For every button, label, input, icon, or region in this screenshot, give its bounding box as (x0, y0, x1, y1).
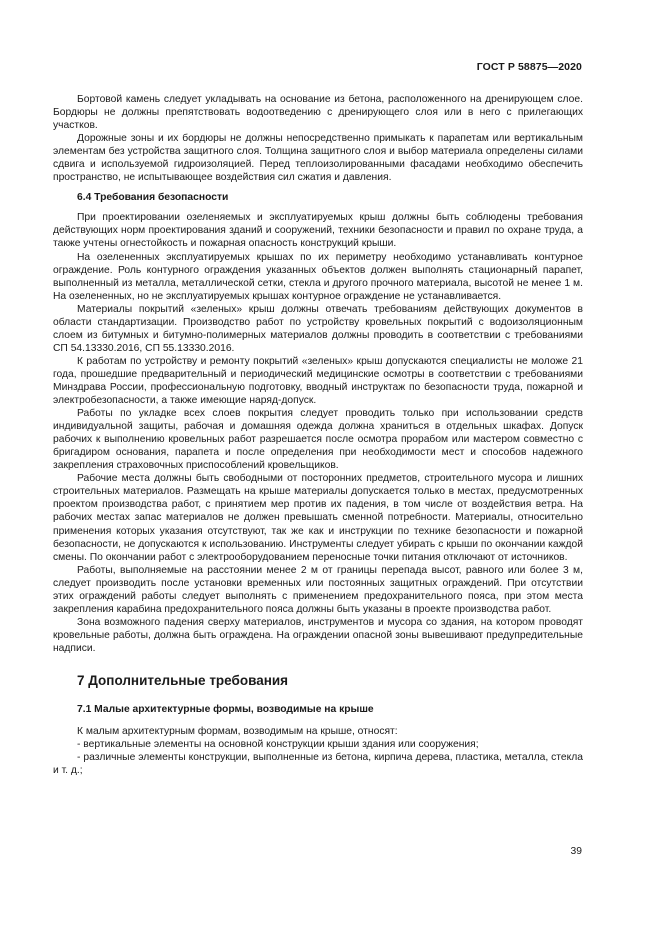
standard-code-header: ГОСТ Р 58875—2020 (476, 61, 582, 73)
paragraph: Бортовой камень следует укладывать на основание из бетона, расположенного на дренирующем слое. Бордюры не должны препятствовать водоотведению с дренирующего слоя или в него с прилегающих участков. (53, 94, 583, 132)
paragraph: Материалы покрытий «зеленых» крыш должны отвечать требованиям действующих документов в области стандартизации. Производство работ по устройству кровельных покрытий с водоизоляционным слоем из битумных и битумно-полимерных материалов должны проводить в соответствии с требованиями СП 54.13330.2016, СП 55.13330.2016. (53, 303, 583, 354)
paragraph: Дорожные зоны и их бордюры не должны непосредственно примыкать к парапетам или вертикальным элементам без устройства защитного слоя. Толщина защитного слоя и выбор материала определены силами сдвига и используемой гидроизоляцией. Перед теплоизолированными фасадами необходимо обеспечить пространство, не испытывающее воздействия сил сжатия и давления. (53, 133, 583, 184)
paragraph: К работам по устройству и ремонту покрытий «зеленых» крыш допускаются специалисты не моложе 21 года, прошедшие предварительный и периодический медицинские осмотры в соответствии с требованиями Минздрава России, профессиональную подготовку, вводный инструктаж по безопасности труда, пожарной и электробезопасности, а также имеющие наряд-допуск. (53, 355, 583, 407)
chapter-heading-7: 7 Дополнительные требования (77, 672, 289, 688)
paragraph: При проектировании озеленяемых и эксплуатируемых крыш должны быть соблюдены требования действующих норм проектирования зданий и сооружений, техники безопасности и правил по охране труда, а также учтены огнестойкость и пожарная опасность конструкций крыши. (53, 212, 583, 250)
paragraph: Работы по укладке всех слоев покрытия следует проводить только при использовании средств индивидуальной защиты, рабочая и домашняя одежда должна храниться в отдельных шкафах. Допуск рабочих к выполнению кровельных работ разрешается после осмотра прорабом или мастером совместно с бригадиром основания, парапета и после определения при необходимости мест и способов надежного закрепления страховочных приспособлений кровельщиков. (53, 408, 583, 472)
list-item: - вертикальные элементы на основной конструкции крыши здания или сооружения; (77, 739, 479, 751)
page-number: 39 (570, 846, 582, 857)
page-content (53, 93, 583, 777)
paragraph: К малым архитектурным формам, возводимым на крыше, относят: (77, 726, 398, 738)
list-item: - различные элементы конструкции, выполненные из бетона, кирпича дерева, пластика, металла, стекла и т. д.; (53, 752, 583, 777)
paragraph: Работы, выполняемые на расстоянии менее 2 м от границы перепада высот, равного или более 3 м, следует производить после установки временных или постоянных защитных ограждений. При отсутствии этих ограждений работы следует выполнять с применением предохранительного пояса, при этом места закрепления карабина предохранительного пояса должны быть указаны в проекте производства работ. (53, 564, 583, 615)
paragraph: Зона возможного падения сверху материалов, инструментов и мусора со здания, на котором проводят кровельные работы, должна быть ограждена. На ограждении опасной зоны вывешивают предупредительные надписи. (53, 616, 583, 654)
paragraph: Рабочие места должны быть свободными от посторонних предметов, строительного мусора и лишних строительных материалов. Размещать на крыше материалы допускается только в местах, предусмотренных проектом производства работ, с принятием мер против их падения, в том числе от воздействия ветра. На рабочих местах запас материалов не должен превышать сменной потребности. Материалы, относительно применения которых указания отсутствуют, так же как и инструкции по технике безопасности и пожарной безопасности, не допускаются к использованию. Инструменты следует убирать с крыши по окончании каждой смены. По окончании работ с электрооборудованием переносные точки питания отключают от источников. (53, 473, 583, 563)
subsection-heading-7-1: 7.1 Малые архитектурные формы, возводимые на крыше (77, 704, 374, 716)
paragraph: На озелененных эксплуатируемых крышах по их периметру необходимо устанавливать контурное ограждение. Роль контурного ограждения указанных объектов должен выполнять стационарный парапет, выполненный из металла, металлической сетки, стекла и другого прочного материала, высотой не менее 1 м. На озелененных, но не эксплуатируемых крышах контурное ограждение не устанавливается. (53, 251, 583, 302)
section-heading-6-4: 6.4 Требования безопасности (77, 192, 229, 204)
